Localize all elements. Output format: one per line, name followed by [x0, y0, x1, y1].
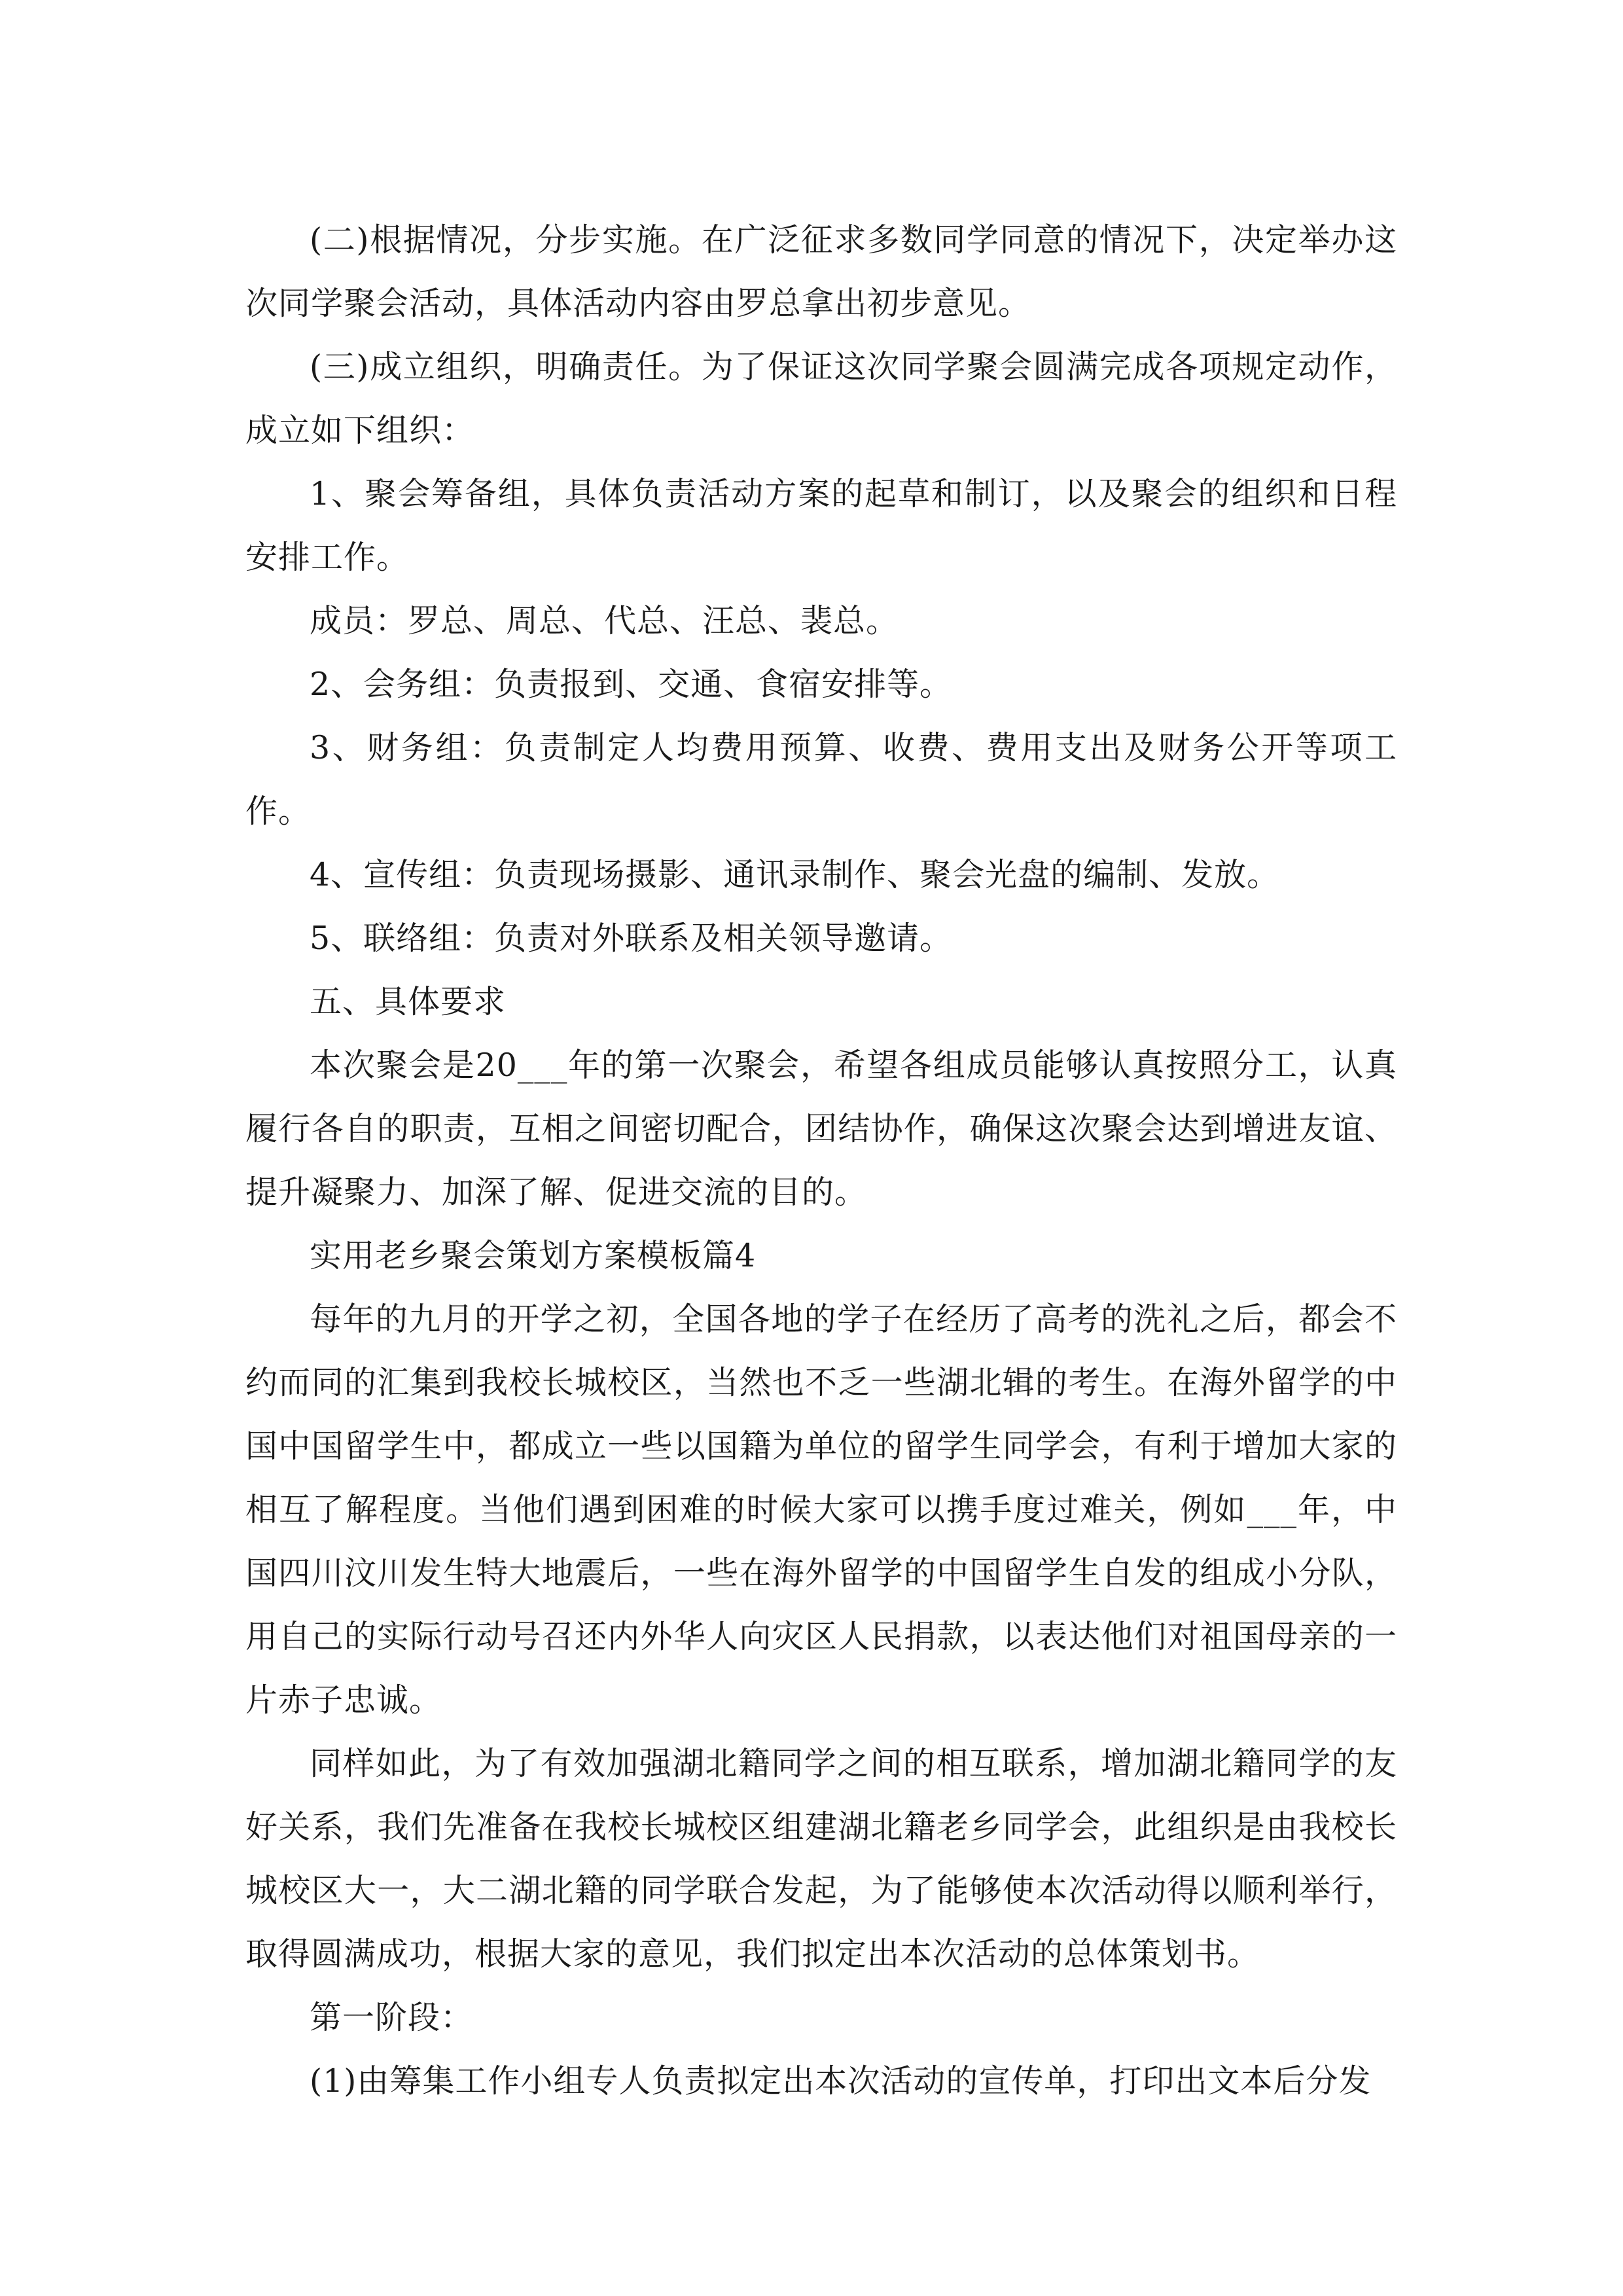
- document-body: [245, 208, 1397, 2113]
- paragraph-liaison-group: 5、联络组：负责对外联系及相关领导邀请。: [310, 920, 953, 957]
- paragraph-purpose: 同样如此，为了有效加强湖北籍同学之间的相互联系，增加湖北籍同学的友好关系，我们先准备在我校长城校区组建湖北籍老乡同学会，此组织是由我校长城校区大一，大二湖北籍的同学联合发起，为了能够使本次活动得以顺利举行，取得圆满成功，根据大家的意见，我们拟定出本次活动的总体策划书。: [245, 1745, 1397, 1973]
- paragraph-finance-group: 3、财务组：负责制定人均费用预算、收费、费用支出及财务公开等项工作。: [245, 729, 1397, 830]
- section-title-template-4: 实用老乡聚会策划方案模板篇4: [310, 1237, 757, 1274]
- paragraph-preparation-group: 1、聚会筹备组，具体负责活动方案的起草和制订，以及聚会的组织和日程安排工作。: [245, 475, 1397, 576]
- paragraph-establish-organization: (三)成立组织，明确责任。为了保证这次同学聚会圆满完成各项规定动作，成立如下组织：: [245, 348, 1397, 449]
- paragraph-publicity-group: 4、宣传组：负责现场摄影、通讯录制作、聚会光盘的编制、发放。: [310, 856, 1280, 893]
- section-heading-requirements: 五、具体要求: [310, 983, 507, 1020]
- paragraph-members: 成员：罗总、周总、代总、汪总、裴总。: [310, 602, 899, 639]
- paragraph-requirements-body: 本次聚会是20___年的第一次聚会，希望各组成员能够认真按照分工，认真履行各自的职责，互相之间密切配合，团结协作，确保这次聚会达到增进友谊、提升凝聚力、加深了解、促进交流的目的。: [245, 1047, 1397, 1211]
- paragraph-stage-one-item-1: (1)由筹集工作小组专人负责拟定出本次活动的宣传单，打印出文本后分发: [310, 2062, 1372, 2100]
- paragraph-background: 每年的九月的开学之初，全国各地的学子在经历了高考的洗礼之后，都会不约而同的汇集到我校长城校区，当然也不乏一些湖北辑的考生。在海外留学的中国中国留学生中，都成立一些以国籍为单位的留学生同学会，有利于增加大家的相互了解程度。当他们遇到困难的时候大家可以携手度过难关，例如___年，中国四川汶川发生特大地震后，一些在海外留学的中国留学生自发的组成小分队，用自己的实际行动号召还内外华人向灾区人民捐款，以表达他们对祖国母亲的一片赤子忠诚。: [245, 1300, 1397, 1719]
- paragraph-stage-one-heading: 第一阶段：: [310, 1999, 474, 2036]
- paragraph-affairs-group: 2、会务组：负责报到、交通、食宿安排等。: [310, 666, 953, 703]
- paragraph-step-implementation: (二)根据情况，分步实施。在广泛征求多数同学同意的情况下，决定举办这次同学聚会活动，具体活动内容由罗总拿出初步意见。: [245, 221, 1397, 322]
